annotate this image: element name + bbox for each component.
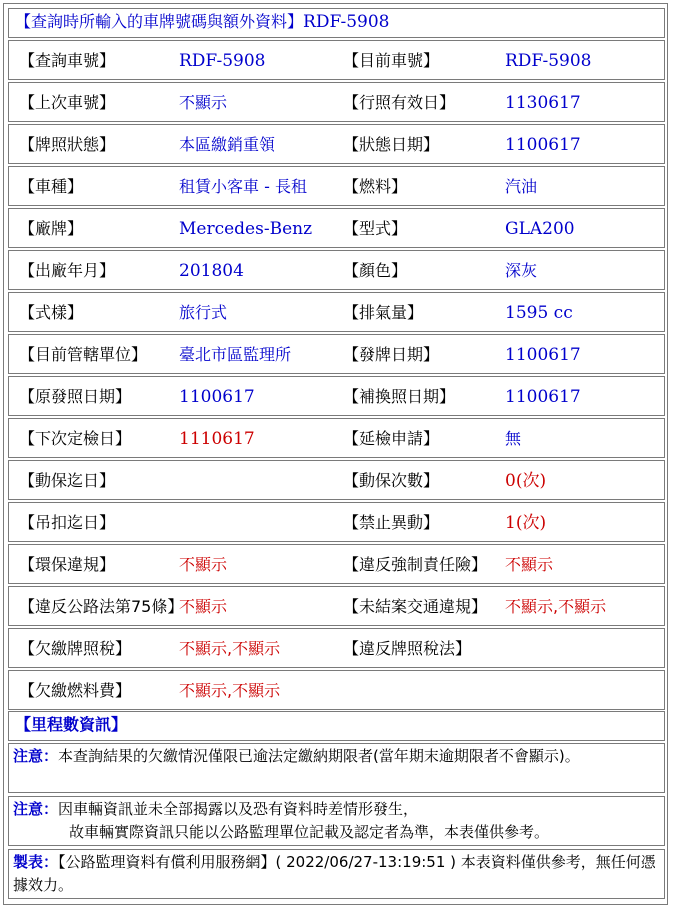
field-value: 1100617 [179,387,255,407]
field-value: RDF-5908 [505,51,592,71]
field-label: 【上次車號】 [19,93,116,112]
field-value: 臺北市區監理所 [179,345,292,364]
field-label: 【動保次數】 [343,471,440,490]
field-value: 無 [505,429,522,448]
field-label: 【式樣】 [19,303,84,322]
query-title-label: 【查詢時所輸入的車牌號碼與額外資料】 [15,12,304,31]
field-label: 【顏色】 [343,261,408,280]
field-label: 【違反牌照稅法】 [343,639,472,658]
field-value: 1110617 [179,429,255,449]
field-value: 1100617 [505,135,581,155]
field-value: 旅行式 [179,303,228,322]
mileage-label: 【里程數資訊】 [15,715,128,734]
field-value: 1100617 [505,387,581,407]
field-label: 【原發照日期】 [19,387,132,406]
field-value: 201804 [179,261,244,281]
field-label: 【欠繳燃料費】 [19,681,132,700]
field-label: 【違反強制責任險】 [343,555,488,574]
field-value: 深灰 [505,261,538,280]
note-1-text: 本查詢結果的欠繳情況僅限已逾法定繳納期限者(當年期末逾期限者不會顯示)。 [58,747,580,765]
field-value: 不顯示,不顯示 [179,639,281,658]
field-value: 不顯示 [179,555,228,574]
field-label: 【行照有效日】 [343,93,456,112]
info-row [8,82,665,122]
field-label: 【狀態日期】 [343,135,440,154]
info-row [8,334,665,374]
field-label: 【違反公路法第75條】 [19,597,184,616]
field-value: 不顯示 [505,555,554,574]
field-label: 【吊扣迄日】 [19,513,116,532]
info-row [8,208,665,248]
field-value: Mercedes-Benz [179,219,313,239]
field-label: 【廠牌】 [19,219,84,238]
mileage-row [8,711,665,741]
field-value: 不顯示 [179,93,228,112]
info-row [8,544,665,584]
field-label: 【車種】 [19,177,84,196]
field-value: 租賃小客車 - 長租 [179,177,307,196]
field-label: 【排氣量】 [343,303,424,322]
info-row [8,586,665,626]
info-row [8,628,665,668]
field-label: 【未結案交通違規】 [343,597,488,616]
note-1-label: 注意： [13,747,59,765]
field-label: 【查詢車號】 [19,51,116,70]
field-value: 0(次) [505,471,547,491]
field-label: 【牌照狀態】 [19,135,116,154]
field-label: 【燃料】 [343,177,408,196]
field-label: 【欠繳牌照稅】 [19,639,132,658]
field-value: 1(次) [505,513,547,533]
info-row [8,292,665,332]
field-label: 【禁止異動】 [343,513,440,532]
field-value: 不顯示,不顯示 [505,597,607,616]
field-value: GLA200 [505,219,575,239]
info-row [8,502,665,542]
field-value: 1595 cc [505,303,573,323]
field-label: 【環保違規】 [19,555,116,574]
field-label: 【補換照日期】 [343,387,456,406]
field-value: 1100617 [505,345,581,365]
field-value: 汽油 [505,177,538,196]
field-value: 不顯示,不顯示 [179,681,281,700]
info-row [8,124,665,164]
query-title-plate: RDF-5908 [303,12,390,32]
field-value: 不顯示 [179,597,228,616]
producer-label: 製表： [13,853,59,871]
field-value: 1130617 [505,93,581,113]
field-label: 【目前管轄單位】 [19,345,148,364]
info-row [8,166,665,206]
field-label: 【目前車號】 [343,51,440,70]
info-row [8,250,665,290]
field-label: 【延檢申請】 [343,429,440,448]
info-row [8,40,665,80]
producer-text: 【公路監理資料有償利用服務網】( 2022/06/27-13:19:51 ) 本表資料僅供參考，無任何憑據效力。 [13,853,656,894]
field-value: RDF-5908 [179,51,266,71]
note-2-label: 注意： [13,800,59,818]
info-row [8,376,665,416]
producer-note [8,849,665,899]
field-label: 【出廠年月】 [19,261,116,280]
query-title-row [8,8,665,38]
info-row [8,418,665,458]
note-2 [8,796,665,846]
note-2-line-1: 因車輛資訊並未全部揭露以及恐有資料時差情形發生， [58,800,419,818]
info-row [8,460,665,500]
field-value: 本區繳銷重領 [179,135,276,154]
note-1 [8,743,665,793]
field-label: 【動保迄日】 [19,471,116,490]
field-label: 【發牌日期】 [343,345,440,364]
field-label: 【型式】 [343,219,408,238]
note-2-line-2: 故車輛實際資訊只能以公路監理單位記載及認定者為準，本表僅供參考。 [69,823,550,841]
field-label: 【下次定檢日】 [19,429,132,448]
info-row [8,670,665,710]
